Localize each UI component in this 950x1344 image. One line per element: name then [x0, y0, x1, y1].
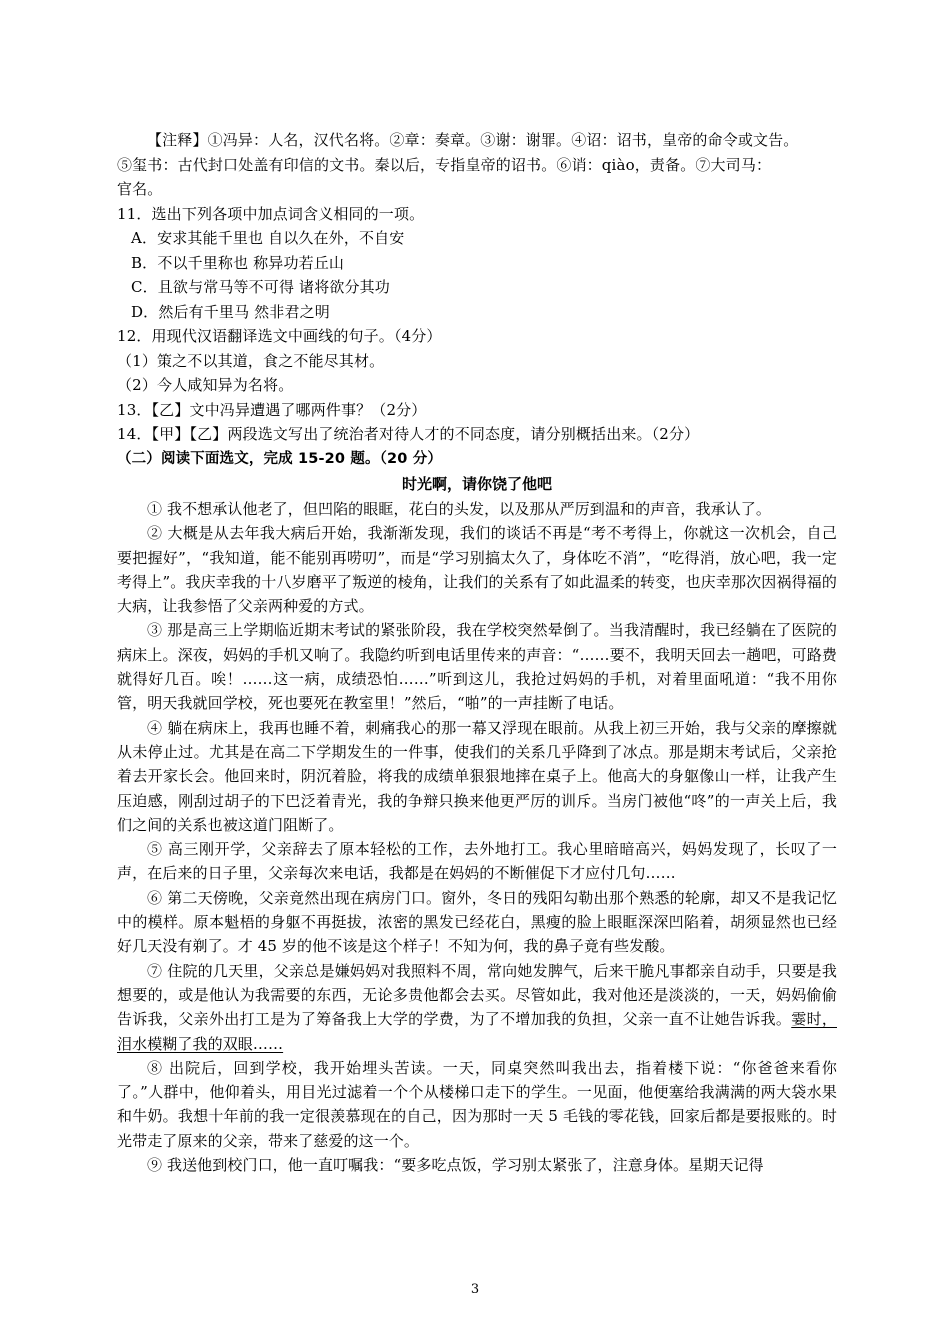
annotation-line-3: 官名。	[117, 180, 163, 198]
question-11-stem: 11．选出下列各项中加点词含义相同的一项。	[117, 204, 425, 223]
page-content	[117, 128, 837, 1177]
paragraph-8: ⑧ 出院后，回到学校，我开始埋头苦读。一天，同桌突然叫我出去，指着楼下说：“你爸爸来看你了。”人群中，他仰着头，用目光过滤着一个个从楼梯口走下的学生。一见面，他便塞给我满满的两大袋水果和牛奶。我想十年前的我一定很羡慕现在的自己，因为那时一天 5 毛钱的零花钱，回家后都是要报账的。时光带走了原来的父亲，带来了慈爱的这一个。	[117, 1058, 837, 1150]
paragraph-2: ② 大概是从去年我大病后开始，我渐渐发现，我们的谈话不再是“考不考得上，你就这一次机会，自己要把握好”，“我知道，能不能别再唠叨”，而是“学习别搞太久了，身体吃不消”，“吃得消，放心吧，我一定考得上”。我庆幸我的十八岁磨平了叛逆的棱角，让我们的关系有了如此温柔的转变，也庆幸那次因祸得福的大病，让我参悟了父亲两种爱的方式。	[117, 524, 837, 616]
question-11-option-c: C．且欲与常马等不可得 诸将欲分其功	[131, 278, 390, 296]
paragraph-7	[117, 959, 837, 1056]
section-2-heading: （二）阅读下面选文，完成 15-20 题。（20 分）	[117, 450, 442, 467]
question-11-option-a: A．安求其能千里也 自以久在外，不自安	[131, 229, 405, 247]
annotation-line-2: ⑤玺书：古代封口处盖有印信的文书。秦以后，专指皇帝的诏书。⑥诮：qiào，责备。⑦大司马：	[117, 155, 772, 174]
article-title: 时光啊，请你饶了他吧	[401, 475, 552, 493]
paragraph-4: ④ 躺在病床上，我再也睡不着，刺痛我心的那一幕又浮现在眼前。从我上初三开始，我与父亲的摩擦就从未停止过。尤其是在高二下学期发生的一件事，使我们的关系几乎降到了冰点。那是期末考试后，父亲抢着去开家长会。他回来时，阴沉着脸，将我的成绩单狠狠地摔在桌子上。他高大的身躯像山一样，让我产生压迫感，刚刮过胡子的下巴泛着青光，我的争辩只换来他更严厉的训斥。当房门被他“咚”的一声关上后，我们之间的关系也被这道门阻断了。	[117, 718, 837, 834]
question-11-option-b: B．不以千里称也 称异功若丘山	[131, 253, 345, 272]
question-12-sentence-2: （2）今人咸知异为名将。	[117, 376, 294, 394]
question-14: 14．【甲】【乙】两段选文写出了统治者对待人才的不同态度，请分别概括出来。（2分）	[117, 425, 700, 443]
paragraph-3: ③ 那是高三上学期临近期末考试的紧张阶段，我在学校突然晕倒了。当我清醒时，我已经躺在了医院的病床上。深夜，妈妈的手机又响了。我隐约听到电话里传来的声音：“……要不，我明天回去一趟吧，可路费就得好几百。唉！……这一病，成绩恐怕……”听到这儿，我抢过妈妈的手机，对着里面吼道：“我不用你管，明天我就回学校，死也要死在教室里！”然后，“啪”的一声挂断了电话。	[117, 621, 837, 713]
paragraph-9: ⑨ 我送他到校门口，他一直叮嘱我：“要多吃点饭，学习别太紧张了，注意身体。星期天记得	[147, 1156, 764, 1175]
page-number: 3	[470, 1282, 480, 1297]
question-12-stem: 12．用现代汉语翻译选文中画线的句子。（4分）	[117, 327, 442, 345]
paragraph-1: ① 我不想承认他老了，但凹陷的眼眶，花白的头发，以及那从严厉到温和的声音，我承认了。	[147, 500, 771, 518]
paragraph-5: ⑤ 高三刚开学，父亲辞去了原本轻松的工作，去外地打工。我心里暗暗高兴，妈妈发现了，长叹了一声，在后来的日子里，父亲每次来电话，我都是在妈妈的不断催促下才应付几句……	[117, 840, 837, 883]
underlined-sentence: 霎时，泪水模糊了我的双眼……	[117, 1010, 837, 1053]
question-11-option-d: D．然后有千里马 然非君之明	[131, 302, 330, 321]
paragraph-7-text: ⑦ 住院的几天里，父亲总是嫌妈妈对我照料不周，常向她发脾气，后来干脆凡事都亲自动手，只要是我想要的，或是他认为我需要的东西，无论多贵他都会去买。尽管如此，我对他还是淡淡的，一天，妈妈偷偷告诉我，父亲外出打工是为了筹备我上大学的学费，为了不增加我的负担，父亲一直不让她告诉我。	[117, 961, 837, 1029]
annotation-line-1: 【注释】①冯异：人名，汉代名将。②章：奏章。③谢：谢罪。④诏：诏书，皇帝的命令或文告。	[147, 131, 799, 149]
question-13: 13．【乙】文中冯异遭遇了哪两件事？（2分）	[117, 400, 427, 419]
question-12-sentence-1: （1）策之不以其道，食之不能尽其材。	[117, 351, 385, 370]
paragraph-6: ⑥ 第二天傍晚，父亲竟然出现在病房门口。窗外，冬日的残阳勾勒出那个熟悉的轮廓，却又不是我记忆中的模样。原本魁梧的身躯不再挺拔，浓密的黑发已经花白，黑瘦的脸上眼眶深深凹陷着，胡须显然也已经好几天没有剃了。才 45 岁的他不该是这个样子！不知为何，我的鼻子竟有些发酸。	[117, 888, 837, 956]
